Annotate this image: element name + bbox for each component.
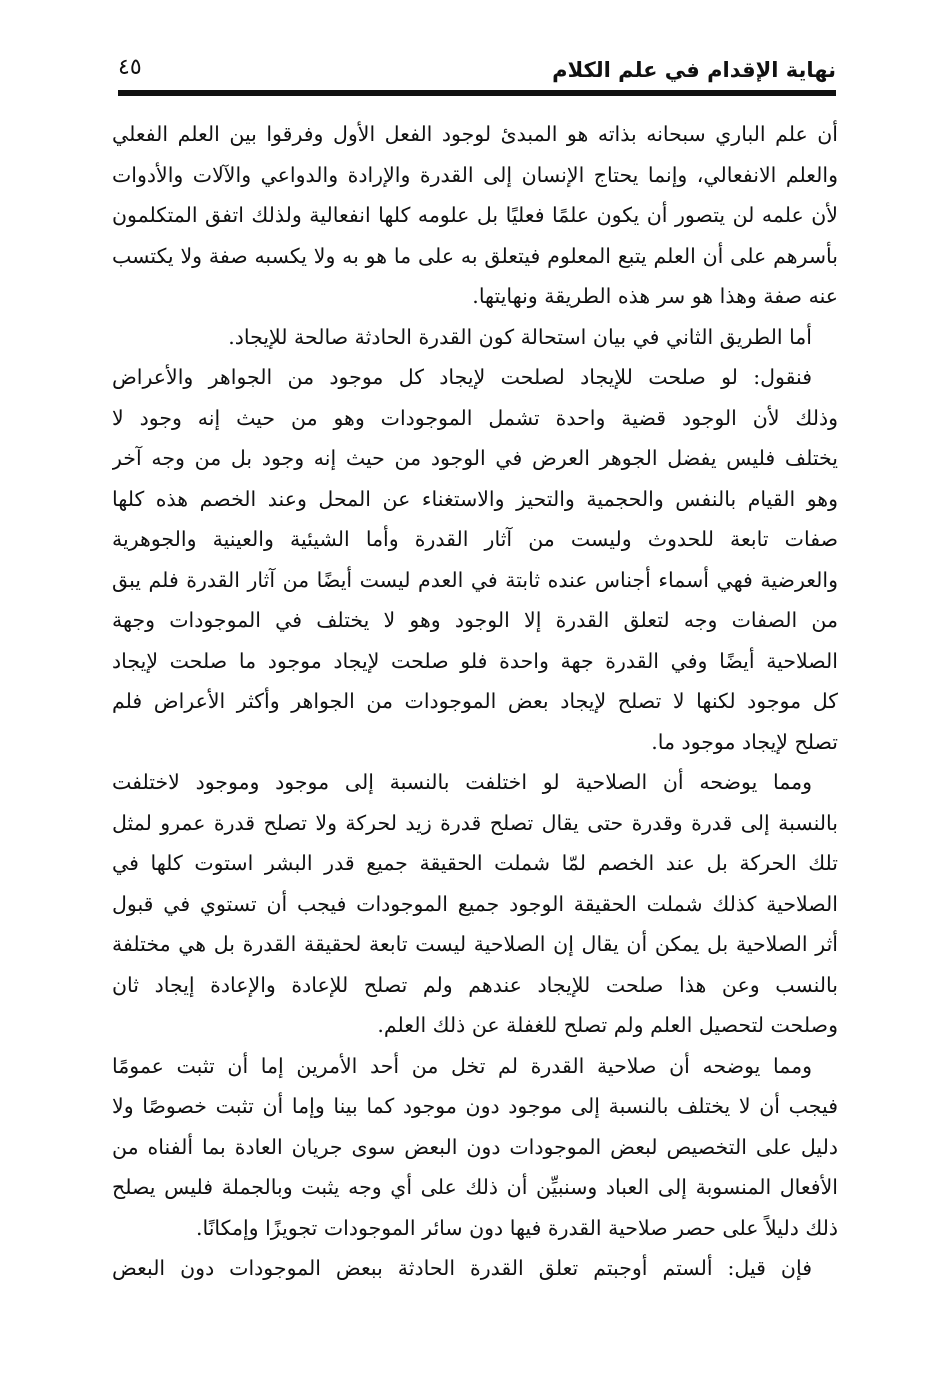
text-line: وذلك لأن الوجود قضية واحدة تشمل الموجودات وهو من حيث إنه وجود لا [112, 405, 838, 430]
text-line: يختلف فليس يفضل الجوهر العرض في الوجود من حيث إنه وجود بل من وجه آخر [112, 446, 838, 470]
text-line: ذلك دليلاً على حصر صلاحية القدرة فيها دون سائر الموجودات تجويزًا وإمكانًا. [195, 1215, 838, 1240]
text-line: كل موجود لكنها لا تصلح لإيجاد بعض الموجودات من الجواهر وأكثر الأعراض فلم [112, 689, 838, 713]
text-line: دليل على التخصيص لبعض الموجودات دون البعض سوى جريان العادة بما ألفناه من [112, 1134, 838, 1159]
text-line: بأسرهم على أن العلم يتبع المعلوم فيتعلق به على ما هو به ولا يكسبه صفة ولا يكتسب [112, 243, 838, 268]
text-line: أما الطريق الثاني في بيان استحالة كون القدرة الحادثة صالحة للإيجاد. [228, 324, 812, 349]
text-line: بالنسبة إلى قدرة وقدرة حتى يقال تصلح قدرة زيد لحركة ولا تصلح قدرة عمرو لمثل [112, 810, 838, 835]
header-rule [118, 90, 836, 96]
text-line: وهو القيام بالنفس والحجمية والتحيز والاستغناء عن المحل وعند الخصم هذه كلها [112, 486, 838, 511]
text-line: وصلحت لتحصيل العلم ولم تصلح للغفلة عن ذلك العلم. [377, 1013, 838, 1037]
text-line: عنه صفة وهذا هو سر هذه الطريقة ونهايتها. [472, 284, 838, 308]
text-line: الصلاحية كذلك شملت الحقيقة الوجود جميع الموجودات فيجب أن تستوي في قبول [112, 891, 838, 916]
text-line: الصلاحية أيضًا وفي القدرة جهة واحدة فلو صلحت لإيجاد موجود ما صلحت لإيجاد [112, 648, 838, 673]
text-line: أن علم الباري سبحانه بذاته هو المبدئ لوجود الفعل الأول وفرقوا بين العلم الفعلي [112, 122, 838, 146]
text-line: أثر الصلاحية بل يمكن أن يقال إن الصلاحية ليست تابعة لحقيقة القدرة بل هي مختلفة [112, 932, 838, 956]
text-line: فنقول: لو صلحت للإيجاد لصلحت لإيجاد كل موجود من الجواهر والأعراض [112, 365, 812, 389]
text-line: ومما يوضحه أن الصلاحية لو اختلفت بالنسبة إلى موجود وموجود لاختلفت [112, 770, 812, 794]
page-number: ٤٥ [118, 55, 142, 80]
page-header [118, 52, 836, 92]
body-text [112, 114, 838, 1289]
text-line: صفات تابعة للحدوث وليست من آثار القدرة وأما الشيئية والعينية والجوهرية [112, 527, 838, 551]
text-line: والعلم الانفعالي، وإنما يحتاج الإنسان إلى القدرة والإرادة والدواعي والآلات والأدوات [112, 162, 838, 187]
text-line: فإن قيل: ألستم أوجبتم تعلق القدرة الحادثة ببعض الموجودات دون البعض [112, 1256, 812, 1280]
text-line: الأفعال المنسوبة إلى العباد وسنبيِّن أن ذلك على أي وجه يثبت وبالجملة فليس يصلح [112, 1175, 838, 1199]
running-title: نهاية الإقدام في علم الكلام [552, 58, 836, 82]
text-line: لأن علمه لن يتصور أن يكون علمًا فعليًا بل علومه كلها انفعالية ولذلك اتفق المتكلمون [112, 203, 838, 227]
text-line: من الصفات وجه لتعلق القدرة إلا الوجود وهو لا يختلف في الموجودات وجهة [112, 608, 838, 632]
text-line: تصلح لإيجاد موجود ما. [651, 729, 838, 754]
text-line: ومما يوضحه أن صلاحية القدرة لم تخل من أحد الأمرين إما أن تثبت عمومًا [112, 1053, 812, 1078]
text-line: فيجب أن لا يختلف بالنسبة إلى موجود دون موجود كما بينا وإما أن تثبت خصوصًا ولا [112, 1094, 838, 1118]
text-line: والعرضية فهي أسماء أجناس عنده ثابتة في العدم ليست أيضًا من آثار القدرة فلم يبق [112, 567, 838, 592]
text-line: بالنسب وعن هذا صلحت للإيجاد عندهم ولم تصلح للإعادة والإعادة إيجاد ثان [112, 972, 838, 997]
text-line: تلك الحركة بل عند الخصم لمّا شملت الحقيقة جميع قدر البشر استوت كلها في [112, 851, 838, 875]
